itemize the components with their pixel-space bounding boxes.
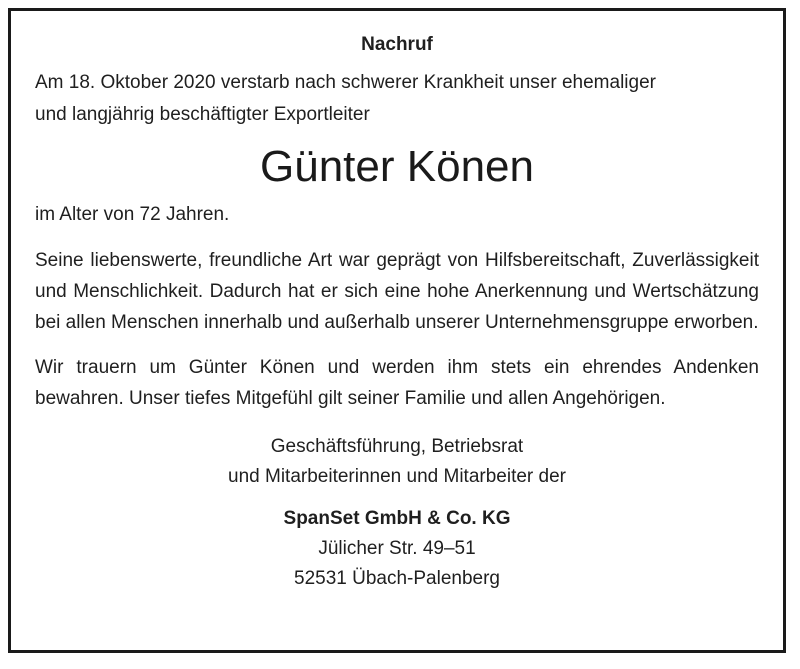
company-street: Jülicher Str. 49–51 [318, 538, 476, 559]
notice-heading: Nachruf [361, 34, 433, 55]
deceased-name: Günter Könen [260, 142, 534, 191]
company-city: 52531 Übach-Palenberg [294, 568, 500, 589]
tribute-text: Seine liebenswerte, freundliche Art war geprägt von Hilfsbereitschaft, Zuverlässigkeit und Menschlichkeit. Dadurch hat er sich eine hohe Anerkennung und Wertschätzung bei allen Menschen innerhalb und außerhalb unserer Unternehmensgruppe erworben. [35, 250, 759, 333]
intro-line-1: Am 18. Oktober 2020 verstarb nach schwerer Krankheit unser ehemaliger [35, 72, 656, 93]
condolence-paragraph [35, 352, 759, 414]
intro-line-2: und langjährig beschäftigter Exportleiter [35, 104, 370, 125]
condolence-text: Wir trauern um Günter Könen und werden ihm stets ein ehrendes Andenken bewahren. Unser tiefes Mitgefühl gilt seiner Familie und allen Angehörigen. [35, 357, 759, 409]
signature-line-1: Geschäftsführung, Betriebsrat [270, 436, 524, 457]
company-name: SpanSet GmbH & Co. KG [283, 508, 511, 529]
obituary-notice [8, 8, 786, 653]
intro-text [35, 67, 759, 131]
signature-block [35, 432, 759, 594]
signature-line-2: und Mitarbeiterinnen und Mitarbeiter der [228, 466, 566, 487]
age-line: im Alter von 72 Jahren. [35, 204, 230, 225]
tribute-paragraph [35, 245, 759, 338]
